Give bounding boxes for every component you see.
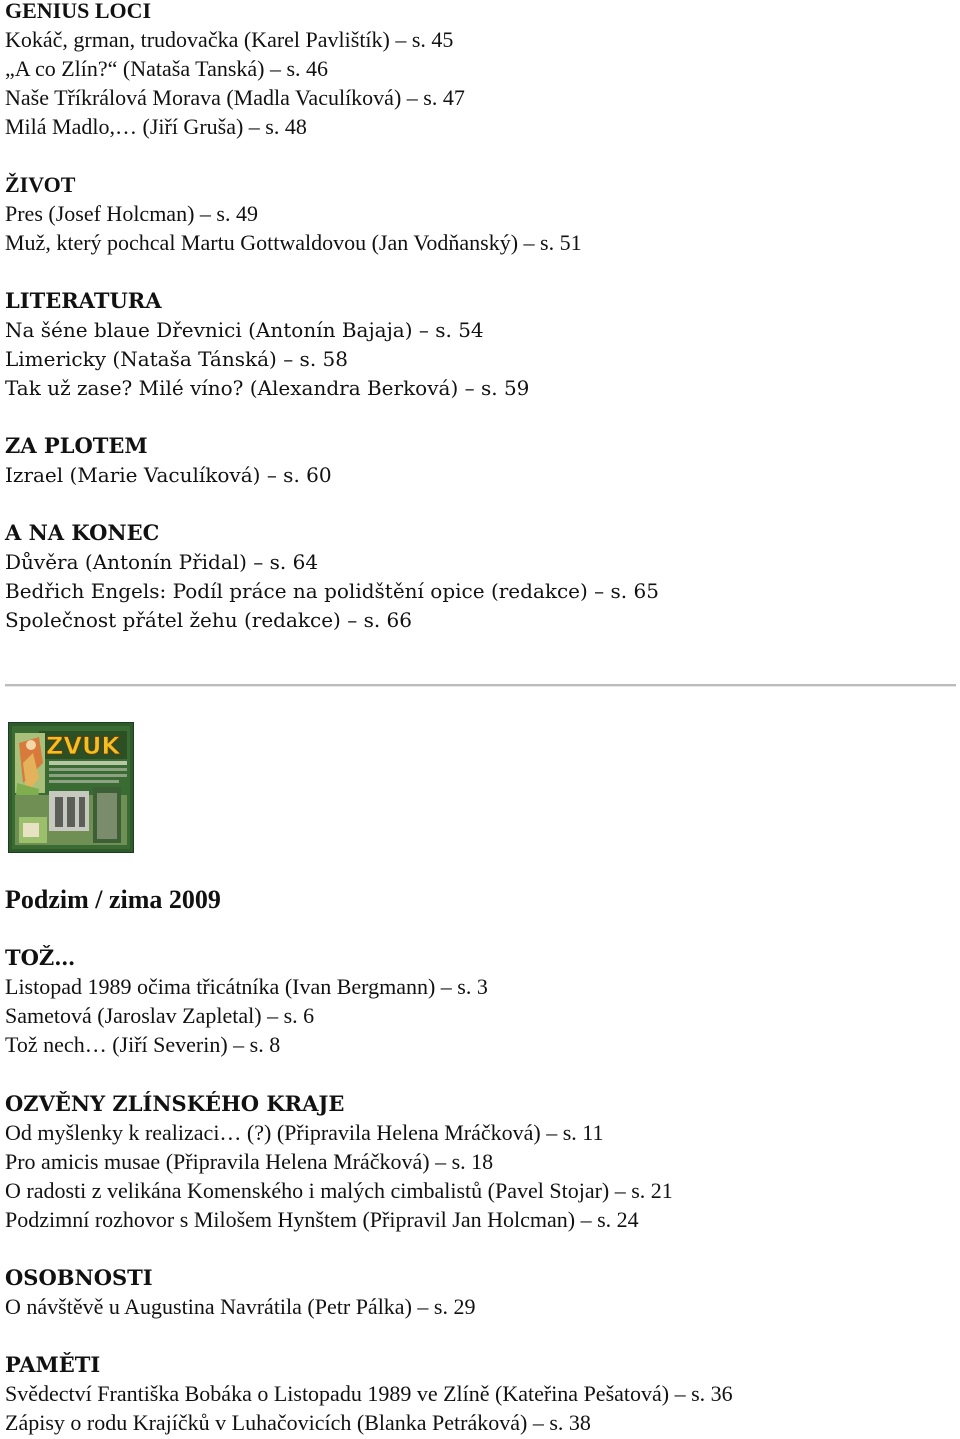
toc-entry: Svědectví Františka Bobáka o Listopadu 1989 ve Zlíně (Kateřina Pešatová) – s. 36: [5, 1381, 733, 1406]
section-heading-pameti: PAMĚTI: [5, 1352, 101, 1377]
toc-entry: Limericky (Nataša Tánská) – s. 58: [5, 347, 348, 371]
toc-entry: „A co Zlín?“ (Nataša Tanská) – s. 46: [5, 56, 329, 81]
toc-entry: Tak už zase? Milé víno? (Alexandra Berková) – s. 59: [5, 376, 530, 400]
toc-entry: Zápisy o rodu Krajíčků v Luhačovicích (Blanka Petráková) – s. 38: [5, 1410, 591, 1435]
toc-entry: Naše Tříkrálová Morava (Madla Vaculíková) – s. 47: [5, 85, 465, 110]
toc-entry: Sametová (Jaroslav Zapletal) – s. 6: [5, 1003, 315, 1028]
section-heading-genius-loci: GENIUS LOCI: [5, 0, 152, 23]
section-heading-osobnosti: OSOBNOSTI: [5, 1265, 153, 1290]
toc-entry: Izrael (Marie Vaculíková) – s. 60: [5, 463, 332, 487]
horizontal-divider: [5, 684, 956, 687]
section-heading-literatura: LITERATURA: [5, 288, 162, 313]
section-heading-ozveny-zlinskeho-kraje: OZVĚNY ZLÍNSKÉHO KRAJE: [5, 1091, 345, 1116]
toc-entry: Společnost přátel žehu (redakce) – s. 66: [5, 608, 412, 632]
issue-title: Podzim / zima 2009: [5, 885, 221, 914]
section-heading-toz: TOŽ…: [5, 945, 76, 970]
toc-entry: Podzimní rozhovor s Milošem Hynštem (Připravil Jan Holcman) – s. 24: [5, 1207, 639, 1232]
section-heading-zivot: ŽIVOT: [5, 172, 76, 197]
toc-entry: Kokáč, grman, trudovačka (Karel Pavlištík) – s. 45: [5, 27, 454, 52]
section-heading-za-plotem: ZA PLOTEM: [5, 433, 148, 458]
toc-entry: Bedřich Engels: Podíl práce na polidštění opice (redakce) – s. 65: [5, 579, 659, 603]
toc-entry: O návštěvě u Augustina Navrátila (Petr Pálka) – s. 29: [5, 1294, 476, 1319]
toc-entry: Muž, který pochcal Martu Gottwaldovou (Jan Vodňanský) – s. 51: [5, 230, 582, 255]
toc-entry: Pro amicis musae (Připravila Helena Mráčková) – s. 18: [5, 1149, 494, 1174]
toc-entry: Od myšlenky k realizaci… (?) (Připravila Helena Mráčková) – s. 11: [5, 1120, 604, 1145]
toc-entry: Milá Madlo,… (Jiří Gruša) – s. 48: [5, 114, 307, 139]
toc-entry: Důvěra (Antonín Přidal) – s. 64: [5, 550, 319, 574]
svg-text:ZVUK: ZVUK: [45, 732, 121, 760]
toc-entry: Listopad 1989 očima třicátníka (Ivan Bergmann) – s. 3: [5, 974, 488, 999]
section-heading-a-na-konec: A NA KONEC: [5, 520, 160, 545]
toc-entry: Na šéne blaue Dřevnici (Antonín Bajaja) – s. 54: [5, 318, 484, 342]
magazine-cover-image: [8, 722, 134, 853]
toc-entry: O radosti z velikána Komenského i malých cimbalistů (Pavel Stojar) – s. 21: [5, 1178, 673, 1203]
toc-entry: Tož nech… (Jiří Severin) – s. 8: [5, 1032, 281, 1057]
toc-entry: Pres (Josef Holcman) – s. 49: [5, 201, 258, 226]
